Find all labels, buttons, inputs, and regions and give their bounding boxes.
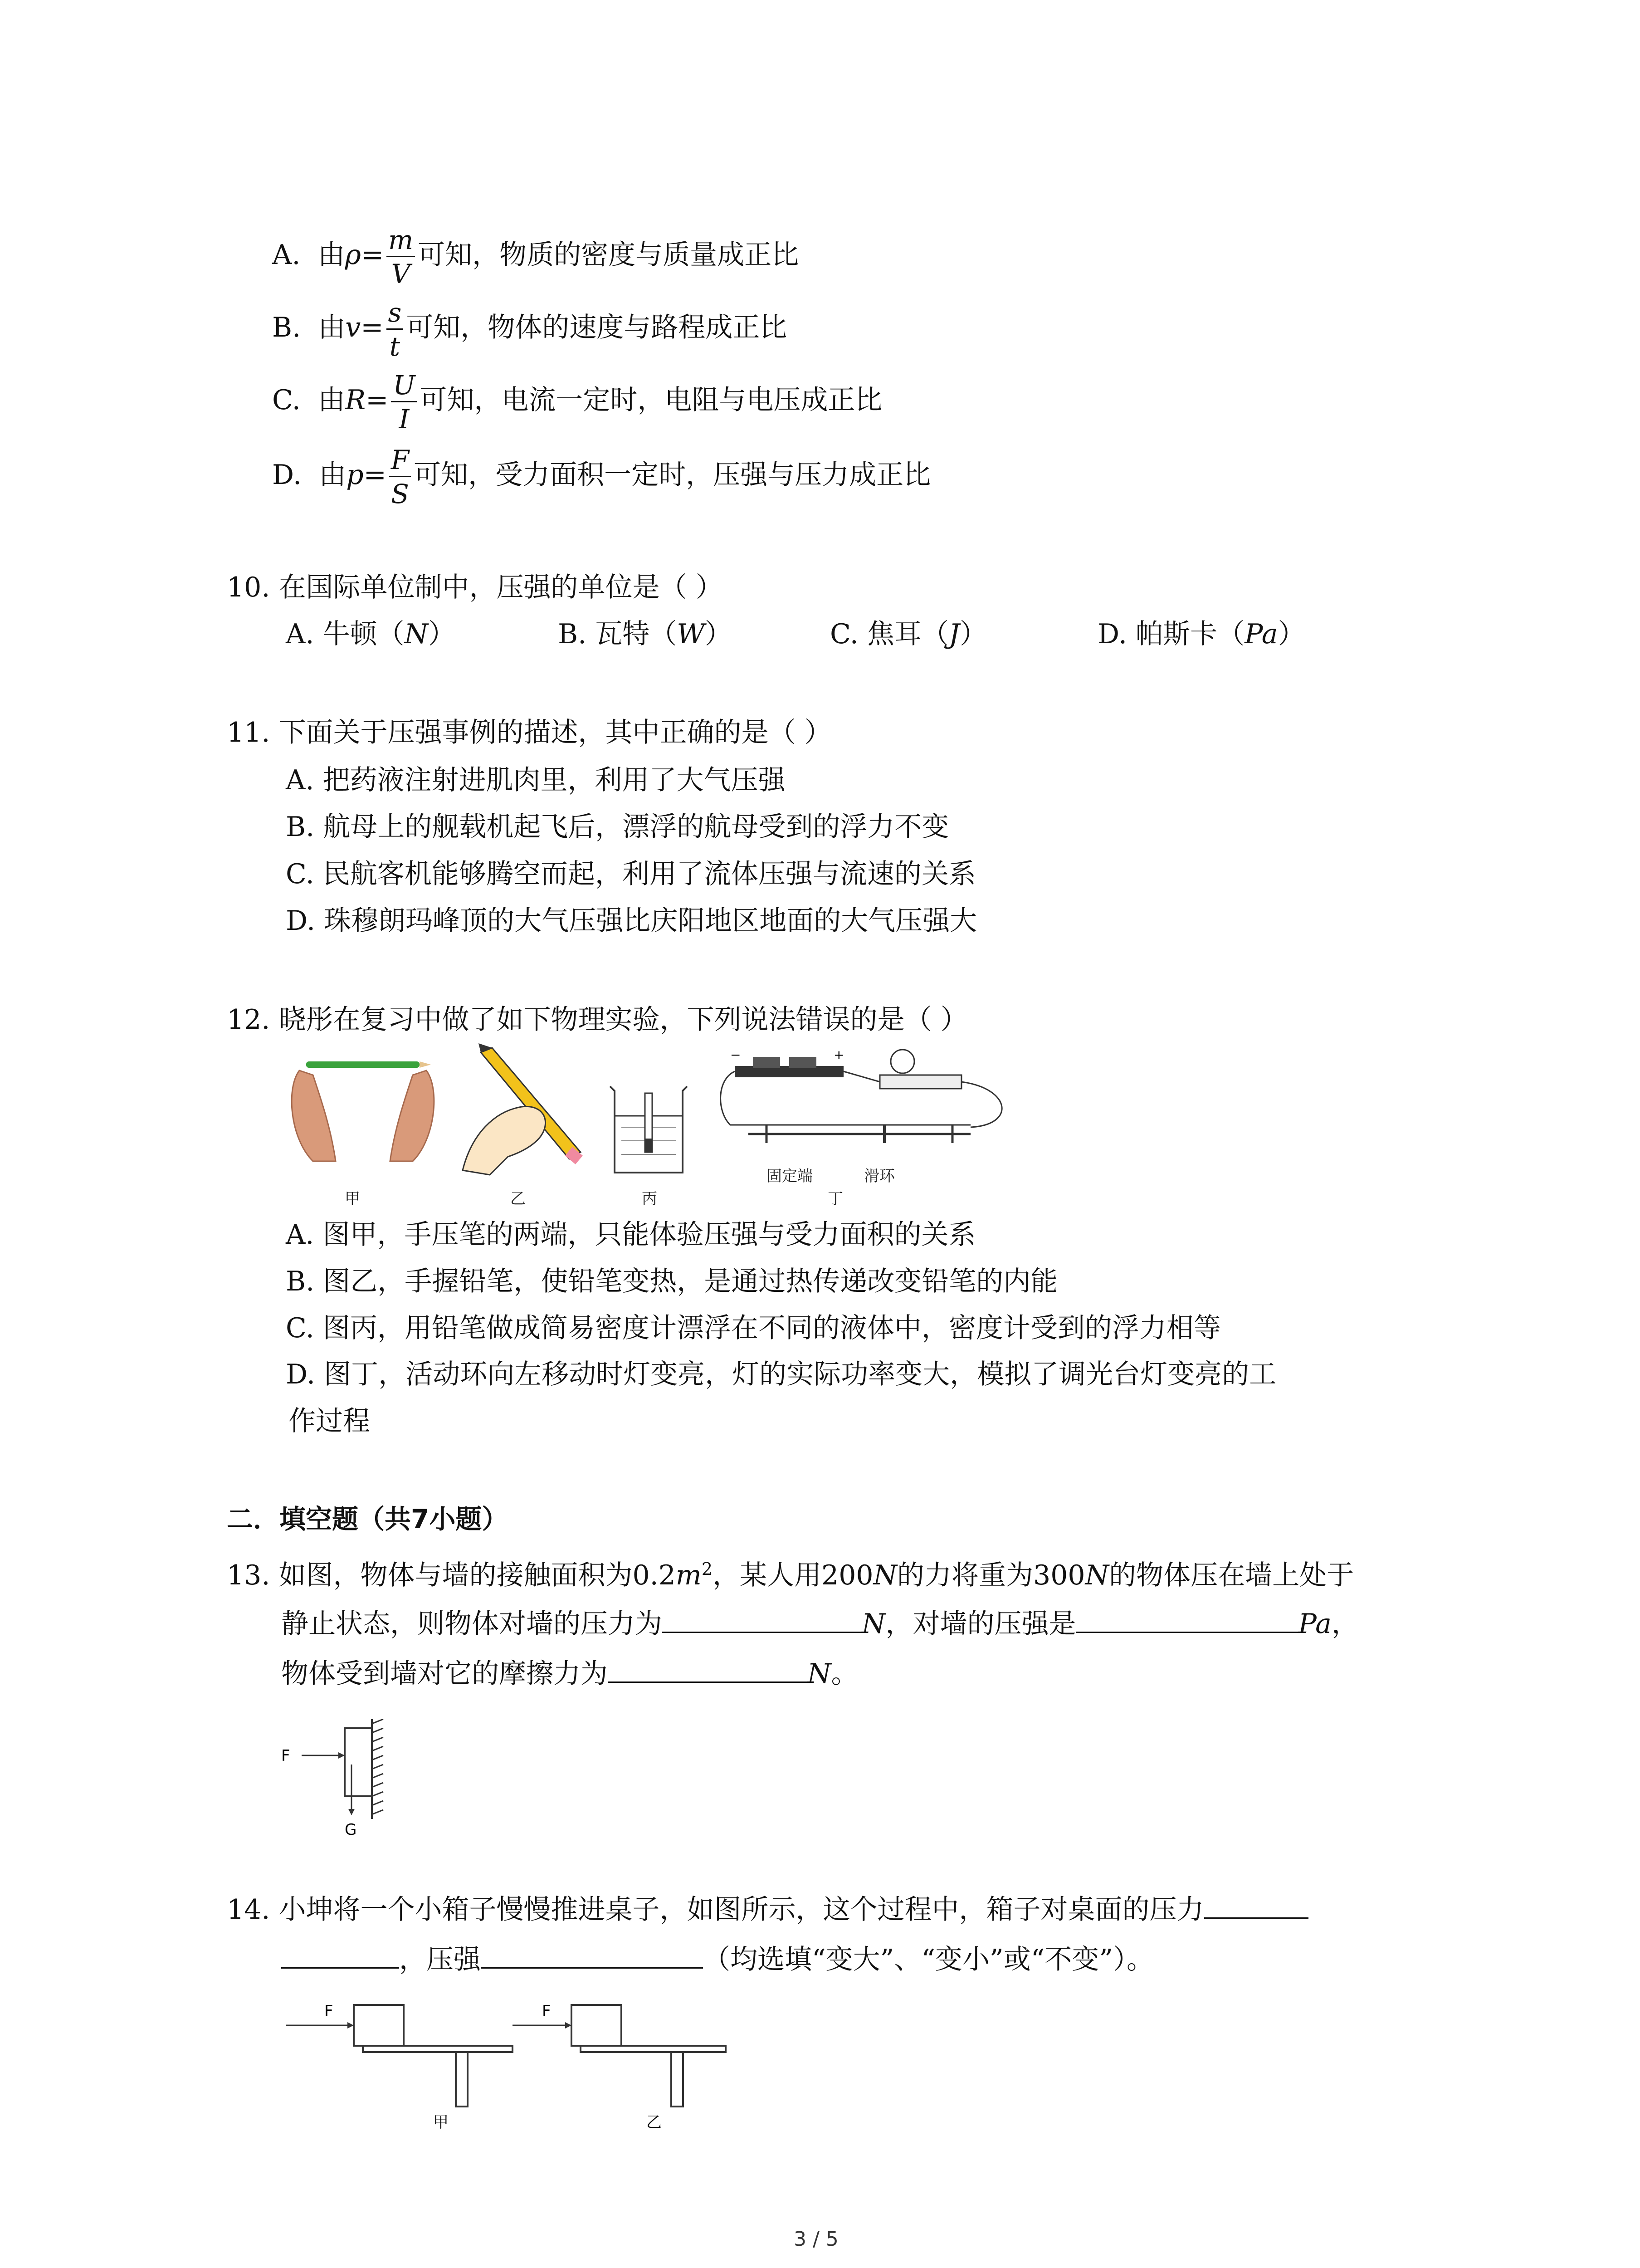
- page-number: 3 / 5: [794, 2228, 839, 2251]
- answer-blank-force[interactable]: [662, 1631, 862, 1633]
- q12-figure-jia: [281, 1048, 444, 1184]
- label-g: G: [345, 1821, 357, 1837]
- box-shape-jia: [354, 2005, 404, 2046]
- q9-option-c: C. 由R= $\frac{U}{I}$ 可知，电流一定时，电阻与电压成正比: [272, 370, 883, 435]
- q13-line2: 静止状态，则物体对墙的压力为 N，对墙的压强是 Pa，: [281, 1608, 1359, 1640]
- q12-option-c: C. 图丙，用铅笔做成简易密度计漂浮在不同的液体中，密度计受到的浮力相等: [286, 1312, 1221, 1344]
- table-top-yi: [581, 2046, 726, 2052]
- q12-caption-jia: 甲: [345, 1190, 360, 1208]
- caption-jia: 甲: [433, 2113, 449, 2131]
- q11-option-b: B. 航母上的舰载机起飞后，漂浮的航母受到的浮力不变: [286, 811, 949, 843]
- q10-option-c: C. 焦耳（J）: [830, 618, 987, 650]
- hand-shape: [463, 1106, 546, 1175]
- q10-option-a: A. 牛顿（N）: [286, 618, 455, 650]
- bulb-icon: [891, 1050, 914, 1073]
- q14-figure: [281, 1991, 735, 2136]
- svg-text:F: F: [324, 2002, 333, 2020]
- lamp-base-shape: [880, 1075, 962, 1089]
- label-f: F: [281, 1747, 290, 1765]
- q13-figure: [281, 1719, 399, 1837]
- q11-option-c: C. 民航客机能够腾空而起，利用了流体压强与流速的关系: [286, 858, 976, 890]
- q9-option-d: D. 由p= $\frac{F}{S}$ 可知，受力面积一定时，压强与压力成正比: [272, 445, 931, 509]
- q14-line2: ，压强 （均选填“变大”、“变小”或“不变”）。: [281, 1946, 1154, 1973]
- q11-option-a: A. 把药液注射进肌肉里，利用了大气压强: [286, 764, 786, 796]
- q12-caption-yi: 乙: [510, 1190, 526, 1208]
- table-top-jia: [363, 2046, 512, 2052]
- answer-blank-pressure[interactable]: [481, 1967, 703, 1969]
- caption-yi: 乙: [646, 2113, 662, 2131]
- answer-blank-pressure[interactable]: [1076, 1631, 1298, 1633]
- q12-caption-fixed-end: 固定端: [766, 1167, 813, 1185]
- q12-caption-ding: 丁: [828, 1190, 843, 1208]
- answer-blank-friction[interactable]: [608, 1681, 807, 1683]
- q13-line1: 13. 如图，物体与墙的接触面积为$0.2m^2$，某人用200N的力将重为300N的物体压在墙上处于: [227, 1559, 1354, 1591]
- section-title: 二．填空题（共7小题）: [227, 1504, 508, 1535]
- block-shape: [345, 1728, 372, 1796]
- q12-figure-bing: [603, 1084, 694, 1179]
- svg-text:+: +: [834, 1047, 844, 1062]
- q10-option-d: D. 帕斯卡（Pa）: [1098, 618, 1305, 650]
- q14-line1: 14. 小坤将一个小箱子慢慢推进桌子，如图所示，这个过程中，箱子对桌面的压力: [227, 1896, 1308, 1923]
- q12-option-a: A. 图甲，手压笔的两端，只能体验压强与受力面积的关系: [286, 1219, 976, 1251]
- q9-option-b: B. 由v= $\frac{s}{t}$ 可知，物体的速度与路程成正比: [272, 297, 787, 362]
- q12-caption-slide-ring: 滑环: [864, 1167, 895, 1185]
- answer-blank-pressure-force-1[interactable]: [1204, 1917, 1308, 1919]
- pencil-shape: [306, 1061, 420, 1068]
- q12-option-d-line1: D. 图丁，活动环向左移动时灯变亮，灯的实际功率变大，模拟了调光台灯变亮的工: [286, 1359, 1277, 1390]
- q12-option-d-line2: 作过程: [288, 1405, 370, 1437]
- q10-stem: 10. 在国际单位制中，压强的单位是（ ）: [227, 572, 723, 603]
- q12-stem: 12. 晓彤在复习中做了如下物理实验，下列说法错误的是（ ）: [227, 1004, 968, 1036]
- q10-option-b: B. 瓦特（W）: [558, 618, 732, 650]
- answer-blank-pressure-force-2[interactable]: [281, 1967, 399, 1969]
- q11-option-d: D. 珠穆朗玛峰顶的大气压强比庆阳地区地面的大气压强大: [286, 905, 977, 937]
- q12-figure-ding: [717, 1043, 1034, 1175]
- box-shape-yi: [571, 2005, 621, 2046]
- q12-figure-yi: [454, 1043, 590, 1179]
- q12-caption-bing: 丙: [642, 1190, 657, 1208]
- q13-line3: 物体受到墙对它的摩擦力为 N。: [281, 1658, 859, 1690]
- svg-text:−: −: [730, 1047, 741, 1062]
- right-hand-shape: [390, 1070, 434, 1161]
- svg-text:F: F: [542, 2002, 551, 2020]
- q11-stem: 11. 下面关于压强事例的描述，其中正确的是（ ）: [227, 717, 832, 748]
- q9-option-a: A. 由ρ= $\frac{m}{V}$ 可知，物质的密度与质量成正比: [272, 225, 799, 289]
- q12-option-b: B. 图乙，手握铅笔，使铅笔变热，是通过热传递改变铅笔的内能: [286, 1266, 1058, 1297]
- left-hand-shape: [292, 1070, 336, 1161]
